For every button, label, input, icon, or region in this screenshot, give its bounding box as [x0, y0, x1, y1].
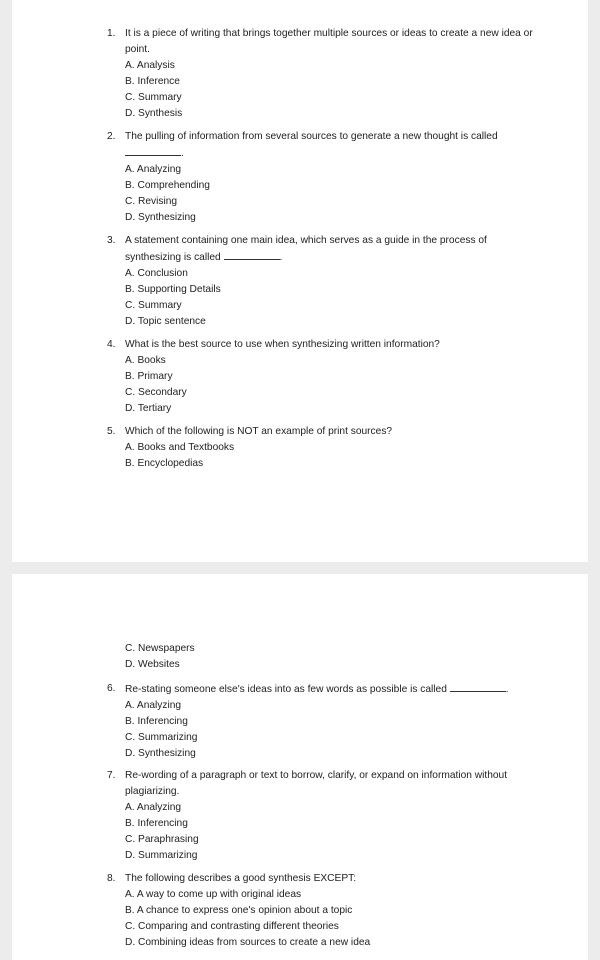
- option: B. Comprehending: [125, 180, 210, 191]
- document-page-1: [12, 0, 588, 562]
- question-number: 8.: [107, 873, 116, 884]
- answer-blank: [450, 681, 506, 692]
- question-stem: [125, 129, 539, 162]
- option: D. Combining ideas from sources to create a new idea: [125, 937, 371, 948]
- option: B. Supporting Details: [125, 284, 221, 295]
- question-number: 6.: [107, 683, 116, 694]
- option: A. Analysis: [125, 60, 175, 71]
- question-number: 4.: [107, 339, 116, 350]
- option: A. Analyzing: [125, 164, 182, 175]
- question-number: 1.: [107, 28, 116, 39]
- option: C. Secondary: [125, 387, 187, 398]
- option: B. Primary: [125, 371, 173, 382]
- option: A. Conclusion: [125, 268, 188, 279]
- option: A. Analyzing: [125, 700, 182, 711]
- option: A. Analyzing: [125, 802, 182, 813]
- question-5: [109, 424, 539, 472]
- question-stem: It is a piece of writing that brings together multiple sources or ideas to create a new idea or point.: [125, 28, 533, 55]
- stem-end: .: [279, 252, 283, 263]
- question-6: [109, 681, 549, 762]
- option: B. Encyclopedias: [125, 458, 204, 469]
- stem-text: The pulling of information from several sources to generate a new thought is called: [125, 131, 498, 142]
- option: D. Summarizing: [125, 850, 198, 861]
- stem-text: Re-stating someone else's ideas into as few words as possible is called: [125, 684, 447, 695]
- question-8: [109, 871, 539, 951]
- question-number: 5.: [107, 426, 116, 437]
- option: C. Summary: [125, 92, 182, 103]
- option: C. Revising: [125, 196, 178, 207]
- option: C. Summarizing: [125, 732, 198, 743]
- option: D. Websites: [125, 659, 180, 670]
- question-stem: [125, 233, 539, 266]
- option: D. Synthesizing: [125, 212, 196, 223]
- option: B. A chance to express one's opinion about a topic: [125, 905, 353, 916]
- option: B. Inferencing: [125, 818, 188, 829]
- answer-blank: [125, 145, 181, 156]
- option: A. Books: [125, 355, 166, 366]
- stem-end: .: [505, 684, 509, 695]
- question-3: [109, 233, 539, 330]
- option: B. Inferencing: [125, 716, 188, 727]
- question-2: [109, 129, 539, 226]
- question-7: [109, 768, 539, 864]
- question-4: [109, 337, 539, 417]
- question-number: 7.: [107, 770, 116, 781]
- option: B. Inference: [125, 76, 180, 87]
- option: D. Topic sentence: [125, 316, 206, 327]
- option: A. Books and Textbooks: [125, 442, 235, 453]
- option: A. A way to come up with original ideas: [125, 889, 302, 900]
- option: C. Newspapers: [125, 643, 195, 654]
- option: D. Synthesis: [125, 108, 183, 119]
- document-page-2: [12, 574, 588, 960]
- question-1: [109, 26, 539, 122]
- option: D. Synthesizing: [125, 748, 196, 759]
- question-stem: Which of the following is NOT an example of print sources?: [125, 426, 393, 437]
- answer-blank: [224, 249, 280, 260]
- option: C. Comparing and contrasting different theories: [125, 921, 339, 932]
- question-stem: What is the best source to use when synthesizing written information?: [125, 339, 440, 350]
- question-stem: The following describes a good synthesis EXCEPT:: [125, 873, 357, 884]
- option: C. Paraphrasing: [125, 834, 199, 845]
- question-number: 2.: [107, 131, 116, 142]
- question-stem: [125, 681, 549, 698]
- question-number: 3.: [107, 235, 116, 246]
- option: D. Tertiary: [125, 403, 172, 414]
- option: C. Summary: [125, 300, 182, 311]
- stem-end: .: [181, 148, 184, 159]
- question-5-continued: [109, 641, 539, 673]
- question-stem: Re-wording of a paragraph or text to borrow, clarify, or expand on information without plagiarizing.: [125, 770, 508, 797]
- stem-text: A statement containing one main idea, which serves as a guide in the process of synthesizing is called: [125, 235, 487, 263]
